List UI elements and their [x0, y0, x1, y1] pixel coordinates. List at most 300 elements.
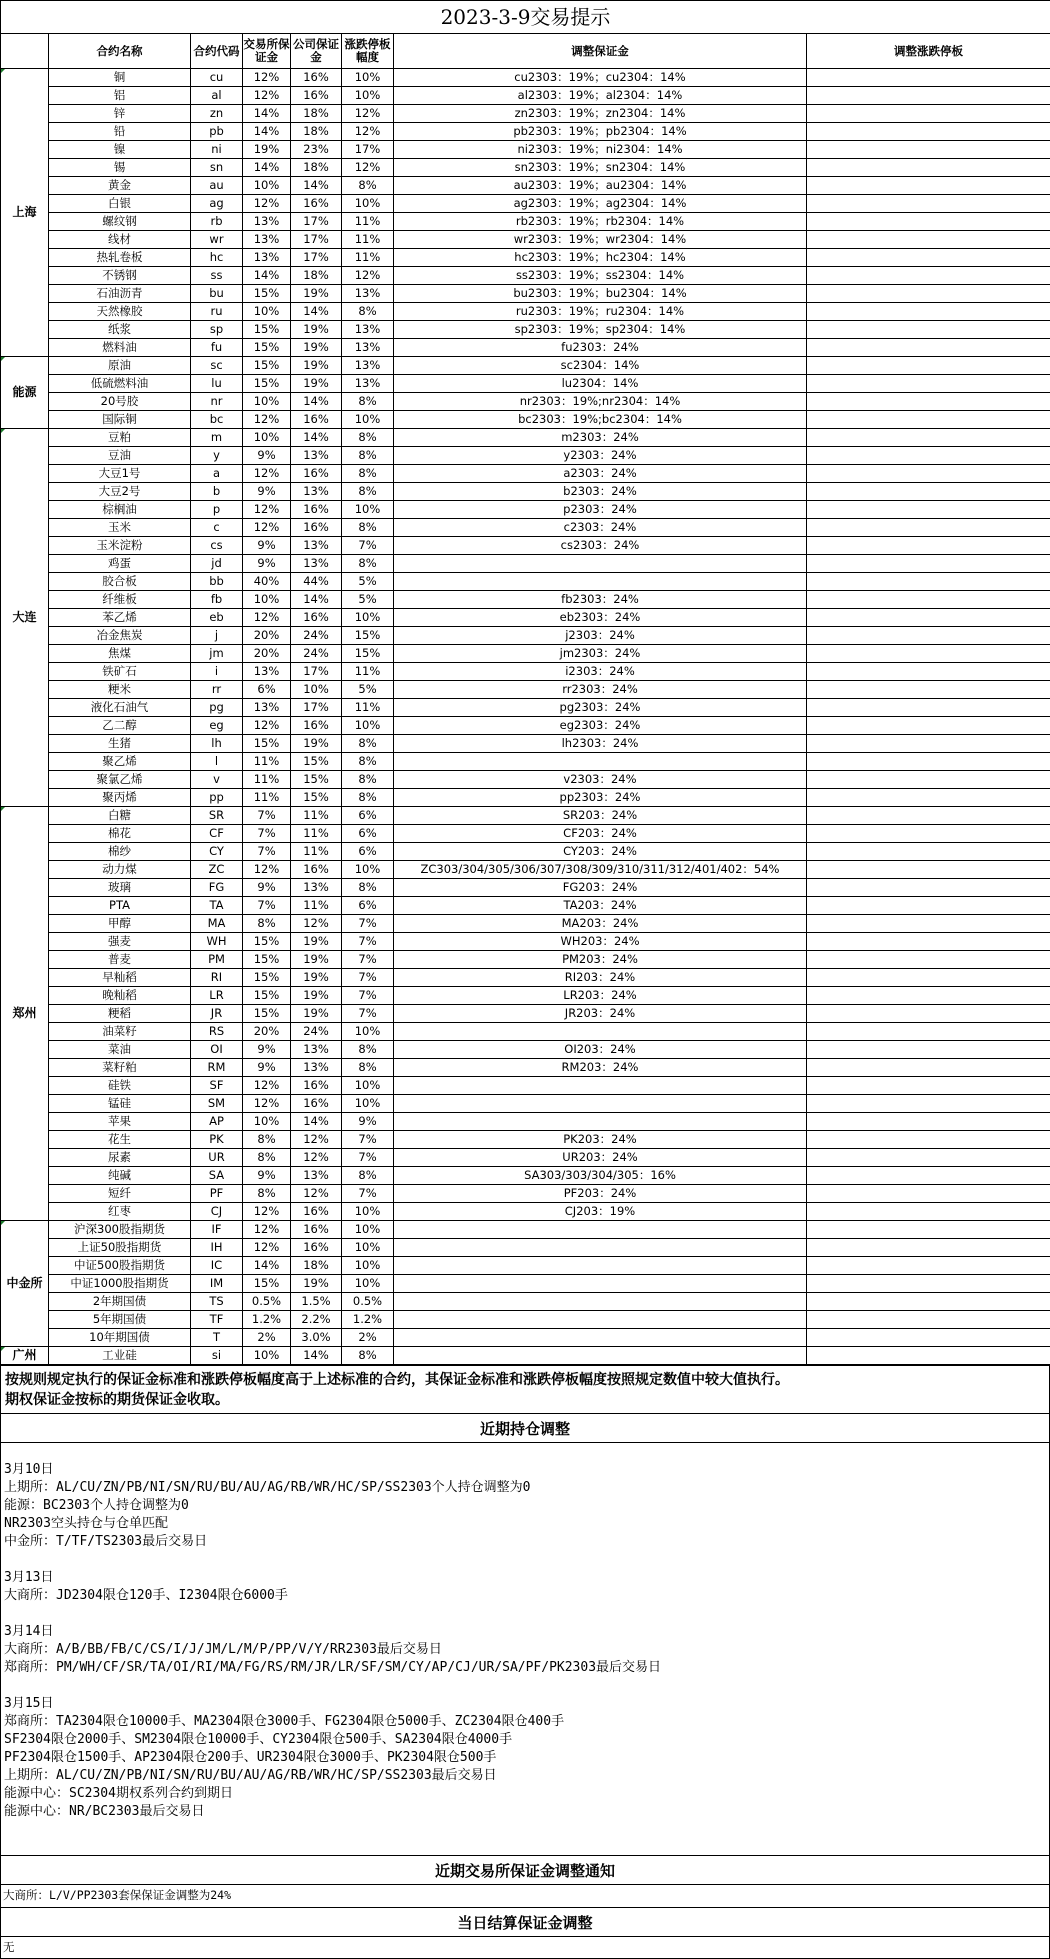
limit-range: 10%	[342, 87, 394, 105]
contract-name: 鸡蛋	[49, 555, 191, 573]
adjusted-limit	[807, 105, 1050, 123]
table-row	[1, 1113, 1050, 1131]
limit-range: 10%	[342, 1257, 394, 1275]
company-margin: 44%	[291, 573, 342, 591]
contract-name: 普麦	[49, 951, 191, 969]
exchange-margin: 15%	[243, 375, 291, 393]
exchange-margin: 15%	[243, 969, 291, 987]
contract-name: 中证500股指期货	[49, 1257, 191, 1275]
company-margin: 19%	[291, 933, 342, 951]
limit-range: 8%	[342, 879, 394, 897]
contract-name: 花生	[49, 1131, 191, 1149]
contract-name: 短纤	[49, 1185, 191, 1203]
exchange-margin: 9%	[243, 555, 291, 573]
region-label: 大连	[1, 429, 49, 807]
exchange-margin: 15%	[243, 285, 291, 303]
exchange-margin: 10%	[243, 393, 291, 411]
table-row	[1, 1041, 1050, 1059]
contract-name: 5年期国债	[49, 1311, 191, 1329]
contract-code: cs	[191, 537, 243, 555]
contract-name: 螺纹钢	[49, 213, 191, 231]
contract-name: 动力煤	[49, 861, 191, 879]
limit-range: 6%	[342, 807, 394, 825]
adjusted-margin: MA203：24%	[394, 915, 807, 933]
daily-settle-heading: 当日结算保证金调整	[0, 1907, 1050, 1937]
daily-settle-line: 无	[0, 1937, 1050, 1959]
company-margin: 16%	[291, 69, 342, 87]
adjusted-margin: SR203：24%	[394, 807, 807, 825]
adjusted-limit	[807, 69, 1050, 87]
exchange-margin: 12%	[243, 1077, 291, 1095]
adjusted-margin	[394, 1257, 807, 1275]
limit-range: 12%	[342, 267, 394, 285]
exchange-notice-line: 大商所：L/V/PP2303套保保证金调整为24%	[0, 1885, 1050, 1907]
header-exchange-margin: 交易所保证金	[243, 34, 291, 69]
adjusted-margin: pb2303：19%；pb2304：14%	[394, 123, 807, 141]
region-label: 广州	[1, 1347, 49, 1365]
adjusted-limit	[807, 303, 1050, 321]
company-margin: 19%	[291, 339, 342, 357]
adjusted-limit	[807, 1095, 1050, 1113]
company-margin: 16%	[291, 717, 342, 735]
limit-range: 10%	[342, 717, 394, 735]
exchange-margin: 14%	[243, 1257, 291, 1275]
exchange-margin: 12%	[243, 69, 291, 87]
company-margin: 2.2%	[291, 1311, 342, 1329]
exchange-margin: 15%	[243, 987, 291, 1005]
adjusted-margin: ni2303：19%；ni2304：14%	[394, 141, 807, 159]
contract-code: CY	[191, 843, 243, 861]
exchange-margin: 9%	[243, 879, 291, 897]
company-margin: 24%	[291, 1023, 342, 1041]
region-label: 郑州	[1, 807, 49, 1221]
exchange-margin: 0.5%	[243, 1293, 291, 1311]
exchange-margin: 13%	[243, 231, 291, 249]
company-margin: 19%	[291, 987, 342, 1005]
table-row	[1, 1185, 1050, 1203]
adjusted-limit	[807, 969, 1050, 987]
adjusted-margin: bc2303：19%;bc2304：14%	[394, 411, 807, 429]
contract-code: j	[191, 627, 243, 645]
adjusted-margin: JR203：24%	[394, 1005, 807, 1023]
contract-name: 粳稻	[49, 1005, 191, 1023]
adjusted-margin	[394, 1329, 807, 1347]
table-row	[1, 987, 1050, 1005]
exchange-margin: 13%	[243, 699, 291, 717]
company-margin: 17%	[291, 231, 342, 249]
limit-range: 10%	[342, 1275, 394, 1293]
adjusted-margin: v2303：24%	[394, 771, 807, 789]
exchange-margin: 9%	[243, 1167, 291, 1185]
position-adjust-line: 中金所：T/TF/TS2303最后交易日	[4, 1533, 1046, 1551]
adjusted-limit	[807, 339, 1050, 357]
adjusted-limit	[807, 897, 1050, 915]
limit-range: 1.2%	[342, 1311, 394, 1329]
contract-name: 铁矿石	[49, 663, 191, 681]
company-margin: 3.0%	[291, 1329, 342, 1347]
position-adjust-line: 大商所：A/B/BB/FB/C/CS/I/J/JM/L/M/P/PP/V/Y/RR2303最后交易日	[4, 1641, 1046, 1659]
header-company-margin: 公司保证金	[291, 34, 342, 69]
contract-code: eg	[191, 717, 243, 735]
exchange-margin: 9%	[243, 537, 291, 555]
contract-name: 白银	[49, 195, 191, 213]
contract-name: 棉花	[49, 825, 191, 843]
table-row	[1, 951, 1050, 969]
table-row	[1, 357, 1050, 375]
table-row	[1, 1059, 1050, 1077]
company-margin: 17%	[291, 249, 342, 267]
adjusted-limit	[807, 393, 1050, 411]
table-row	[1, 177, 1050, 195]
adjusted-margin: zn2303：19%；zn2304：14%	[394, 105, 807, 123]
company-margin: 17%	[291, 699, 342, 717]
limit-range: 11%	[342, 213, 394, 231]
company-margin: 15%	[291, 789, 342, 807]
company-margin: 16%	[291, 195, 342, 213]
adjusted-margin: WH203：24%	[394, 933, 807, 951]
limit-range: 7%	[342, 1185, 394, 1203]
limit-range: 11%	[342, 231, 394, 249]
contract-code: MA	[191, 915, 243, 933]
company-margin: 13%	[291, 1059, 342, 1077]
contract-code: PK	[191, 1131, 243, 1149]
adjusted-margin: m2303：24%	[394, 429, 807, 447]
limit-range: 7%	[342, 1005, 394, 1023]
adjusted-limit	[807, 699, 1050, 717]
exchange-margin: 14%	[243, 159, 291, 177]
exchange-margin: 13%	[243, 213, 291, 231]
adjusted-limit	[807, 573, 1050, 591]
contract-code: bu	[191, 285, 243, 303]
limit-range: 7%	[342, 1149, 394, 1167]
adjusted-limit	[807, 591, 1050, 609]
contract-code: i	[191, 663, 243, 681]
position-adjust-date: 3月13日	[4, 1569, 1046, 1587]
contract-code: RM	[191, 1059, 243, 1077]
limit-range: 7%	[342, 1131, 394, 1149]
contract-code: m	[191, 429, 243, 447]
adjusted-margin	[394, 1113, 807, 1131]
contract-name: 油菜籽	[49, 1023, 191, 1041]
contract-name: 锡	[49, 159, 191, 177]
table-row	[1, 429, 1050, 447]
exchange-margin: 13%	[243, 249, 291, 267]
adjusted-margin: sc2304：14%	[394, 357, 807, 375]
adjusted-limit	[807, 1329, 1050, 1347]
adjusted-limit	[807, 483, 1050, 501]
contract-name: 原油	[49, 357, 191, 375]
exchange-margin: 10%	[243, 177, 291, 195]
adjusted-margin	[394, 1347, 807, 1365]
contract-name: 锰硅	[49, 1095, 191, 1113]
exchange-margin: 15%	[243, 951, 291, 969]
exchange-margin: 15%	[243, 1275, 291, 1293]
exchange-margin: 12%	[243, 609, 291, 627]
contract-code: fu	[191, 339, 243, 357]
adjusted-limit	[807, 231, 1050, 249]
limit-range: 10%	[342, 195, 394, 213]
adjusted-limit	[807, 555, 1050, 573]
table-row	[1, 825, 1050, 843]
contract-code: TA	[191, 897, 243, 915]
exchange-margin: 9%	[243, 447, 291, 465]
adjusted-limit	[807, 1005, 1050, 1023]
region-label: 上海	[1, 69, 49, 357]
adjusted-limit	[807, 843, 1050, 861]
adjusted-margin: ss2303：19%；ss2304：14%	[394, 267, 807, 285]
contract-name: 工业硅	[49, 1347, 191, 1365]
contract-code: eb	[191, 609, 243, 627]
contract-name: 硅铁	[49, 1077, 191, 1095]
company-margin: 16%	[291, 1077, 342, 1095]
adjusted-limit	[807, 537, 1050, 555]
company-margin: 23%	[291, 141, 342, 159]
company-margin: 15%	[291, 753, 342, 771]
limit-range: 7%	[342, 915, 394, 933]
contract-name: 聚氯乙烯	[49, 771, 191, 789]
limit-range: 17%	[342, 141, 394, 159]
adjusted-limit	[807, 951, 1050, 969]
limit-range: 6%	[342, 825, 394, 843]
contract-code: al	[191, 87, 243, 105]
table-row	[1, 1149, 1050, 1167]
adjusted-margin: cu2303：19%；cu2304：14%	[394, 69, 807, 87]
table-row	[1, 645, 1050, 663]
company-margin: 13%	[291, 879, 342, 897]
adjusted-limit	[807, 267, 1050, 285]
company-margin: 14%	[291, 429, 342, 447]
adjusted-limit	[807, 465, 1050, 483]
contract-name: 铅	[49, 123, 191, 141]
company-margin: 13%	[291, 555, 342, 573]
adjusted-limit	[807, 1059, 1050, 1077]
company-margin: 19%	[291, 1005, 342, 1023]
table-row	[1, 555, 1050, 573]
limit-range: 12%	[342, 123, 394, 141]
limit-range: 10%	[342, 1077, 394, 1095]
limit-range: 8%	[342, 1059, 394, 1077]
adjusted-limit	[807, 789, 1050, 807]
contract-code: sp	[191, 321, 243, 339]
table-row	[1, 69, 1050, 87]
limit-range: 12%	[342, 159, 394, 177]
contract-code: SM	[191, 1095, 243, 1113]
contract-code: wr	[191, 231, 243, 249]
contract-code: v	[191, 771, 243, 789]
contract-name: 菜油	[49, 1041, 191, 1059]
limit-range: 8%	[342, 519, 394, 537]
exchange-margin: 15%	[243, 321, 291, 339]
adjusted-limit	[807, 645, 1050, 663]
exchange-margin: 7%	[243, 897, 291, 915]
company-margin: 16%	[291, 87, 342, 105]
adjusted-limit	[807, 1311, 1050, 1329]
adjusted-margin: eb2303：24%	[394, 609, 807, 627]
exchange-margin: 7%	[243, 807, 291, 825]
limit-range: 9%	[342, 1113, 394, 1131]
adjusted-margin: nr2303：19%;nr2304：14%	[394, 393, 807, 411]
contract-code: l	[191, 753, 243, 771]
adjusted-limit	[807, 663, 1050, 681]
limit-range: 5%	[342, 573, 394, 591]
contract-name: 豆油	[49, 447, 191, 465]
limit-range: 8%	[342, 771, 394, 789]
limit-range: 7%	[342, 987, 394, 1005]
position-adjust-date: 3月10日	[4, 1461, 1046, 1479]
header-region	[1, 34, 49, 69]
company-margin: 15%	[291, 771, 342, 789]
exchange-margin: 11%	[243, 753, 291, 771]
contract-code: zn	[191, 105, 243, 123]
company-margin: 19%	[291, 1275, 342, 1293]
limit-range: 15%	[342, 645, 394, 663]
adjusted-limit	[807, 1239, 1050, 1257]
adjusted-margin: sp2303：19%；sp2304：14%	[394, 321, 807, 339]
contract-code: OI	[191, 1041, 243, 1059]
company-margin: 18%	[291, 1257, 342, 1275]
adjusted-limit	[807, 879, 1050, 897]
table-row	[1, 1005, 1050, 1023]
table-row	[1, 501, 1050, 519]
adjusted-limit	[807, 627, 1050, 645]
limit-range: 12%	[342, 105, 394, 123]
position-adjust-date: 3月14日	[4, 1623, 1046, 1641]
contract-code: CJ	[191, 1203, 243, 1221]
table-row	[1, 141, 1050, 159]
exchange-margin: 12%	[243, 1095, 291, 1113]
contract-name: 菜籽粕	[49, 1059, 191, 1077]
contract-code: FG	[191, 879, 243, 897]
company-margin: 17%	[291, 663, 342, 681]
adjusted-limit	[807, 1347, 1050, 1365]
contract-name: 热轧卷板	[49, 249, 191, 267]
contract-code: ag	[191, 195, 243, 213]
contract-code: jd	[191, 555, 243, 573]
exchange-margin: 10%	[243, 591, 291, 609]
company-margin: 14%	[291, 1347, 342, 1365]
exchange-margin: 12%	[243, 1221, 291, 1239]
exchange-margin: 2%	[243, 1329, 291, 1347]
position-adjust-group	[4, 1695, 1046, 1821]
company-margin: 12%	[291, 915, 342, 933]
exchange-margin: 15%	[243, 735, 291, 753]
table-row	[1, 537, 1050, 555]
table-row	[1, 393, 1050, 411]
adjusted-limit	[807, 1023, 1050, 1041]
adjusted-margin: hc2303：19%；hc2304：14%	[394, 249, 807, 267]
exchange-margin: 20%	[243, 627, 291, 645]
contract-name: 低硫燃料油	[49, 375, 191, 393]
table-row	[1, 231, 1050, 249]
adjusted-margin: b2303：24%	[394, 483, 807, 501]
contract-code: CF	[191, 825, 243, 843]
position-adjust-line: 郑商所：TA2304限仓10000手、MA2304限仓3000手、FG2304限仓5000手、ZC2304限仓400手	[4, 1713, 1046, 1731]
exchange-margin: 8%	[243, 1149, 291, 1167]
table-row	[1, 1257, 1050, 1275]
contract-name: 黄金	[49, 177, 191, 195]
adjusted-limit	[807, 177, 1050, 195]
adjusted-limit	[807, 87, 1050, 105]
adjusted-margin: j2303：24%	[394, 627, 807, 645]
adjusted-margin: c2303：24%	[394, 519, 807, 537]
company-margin: 16%	[291, 1203, 342, 1221]
table-row	[1, 735, 1050, 753]
contract-name: 白糖	[49, 807, 191, 825]
exchange-margin: 12%	[243, 717, 291, 735]
table-header-row	[1, 34, 1050, 69]
company-margin: 16%	[291, 411, 342, 429]
limit-range: 10%	[342, 609, 394, 627]
company-margin: 19%	[291, 969, 342, 987]
contract-name: 早籼稻	[49, 969, 191, 987]
adjusted-limit	[807, 1185, 1050, 1203]
exchange-margin: 14%	[243, 123, 291, 141]
adjusted-limit	[807, 807, 1050, 825]
adjusted-margin: CY203：24%	[394, 843, 807, 861]
contract-name: 10年期国债	[49, 1329, 191, 1347]
adjusted-limit	[807, 447, 1050, 465]
contract-code: TS	[191, 1293, 243, 1311]
table-row	[1, 609, 1050, 627]
adjusted-limit	[807, 1257, 1050, 1275]
company-margin: 16%	[291, 465, 342, 483]
adjusted-margin: pg2303：24%	[394, 699, 807, 717]
contract-name: 玻璃	[49, 879, 191, 897]
adjusted-limit	[807, 1221, 1050, 1239]
adjusted-margin: OI203：24%	[394, 1041, 807, 1059]
limit-range: 10%	[342, 1023, 394, 1041]
contract-name: 苯乙烯	[49, 609, 191, 627]
adjusted-limit	[807, 375, 1050, 393]
contract-name: 纯碱	[49, 1167, 191, 1185]
table-row	[1, 447, 1050, 465]
position-adjust-line: 能源中心：NR/BC2303最后交易日	[4, 1803, 1046, 1821]
adjusted-margin: LR203：24%	[394, 987, 807, 1005]
adjusted-limit	[807, 411, 1050, 429]
adjusted-margin: RM203：24%	[394, 1059, 807, 1077]
limit-range: 10%	[342, 501, 394, 519]
adjusted-limit	[807, 1275, 1050, 1293]
contract-name: 天然橡胶	[49, 303, 191, 321]
adjusted-margin: p2303：24%	[394, 501, 807, 519]
adjusted-margin	[394, 573, 807, 591]
contract-code: JR	[191, 1005, 243, 1023]
company-margin: 17%	[291, 213, 342, 231]
position-adjust-line: SF2304限仓2000手、SM2304限仓10000手、CY2304限仓500手、SA2304限仓4000手	[4, 1731, 1046, 1749]
adjusted-limit	[807, 1077, 1050, 1095]
contract-name: 豆粕	[49, 429, 191, 447]
contract-code: y	[191, 447, 243, 465]
adjusted-limit	[807, 987, 1050, 1005]
company-margin: 13%	[291, 537, 342, 555]
company-margin: 18%	[291, 105, 342, 123]
contract-code: SA	[191, 1167, 243, 1185]
exchange-margin: 9%	[243, 483, 291, 501]
contract-name: 晚籼稻	[49, 987, 191, 1005]
adjusted-margin: rb2303：19%；rb2304：14%	[394, 213, 807, 231]
adjusted-margin: i2303：24%	[394, 663, 807, 681]
limit-range: 10%	[342, 1239, 394, 1257]
table-row	[1, 267, 1050, 285]
adjusted-margin: rr2303：24%	[394, 681, 807, 699]
region-label: 中金所	[1, 1221, 49, 1347]
company-margin: 19%	[291, 951, 342, 969]
adjusted-margin: sn2303：19%；sn2304：14%	[394, 159, 807, 177]
table-row	[1, 1311, 1050, 1329]
table-row	[1, 105, 1050, 123]
limit-range: 8%	[342, 465, 394, 483]
contract-code: p	[191, 501, 243, 519]
